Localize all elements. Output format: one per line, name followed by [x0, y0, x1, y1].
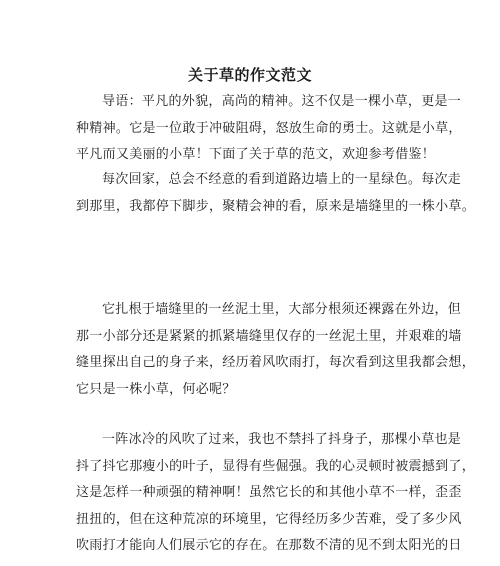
text-line: 一阵冰冷的风吹了过来，我也不禁抖了抖身子，那棵小草也是 — [102, 432, 462, 447]
paragraph-2 — [76, 167, 476, 220]
text-line: 缝里探出自己的身子来，经历着风吹雨打，每次看到这里我都会想， — [76, 355, 476, 370]
paragraph-intro — [76, 89, 462, 169]
paragraph-3 — [76, 297, 476, 403]
text-line: 吹雨打才能向人们展示它的存在。在那数不清的见不到太阳光的日 — [76, 538, 462, 553]
text-line: 每次回家，总会不经意的看到道路边墙上的一星绿色。每次走 — [102, 172, 462, 187]
text-line: 那一小部分还是紧紧的抓紧墙缝里仅存的一丝泥土里，并艰难的墙 — [76, 328, 462, 344]
text-line: 扭扭的，但在这种荒凉的环境里，它得经历多少苦难，受了多少风 — [76, 511, 462, 527]
text-line: 它扎根于墙缝里的一丝泥土里，大部分根须还裸露在外边，但 — [102, 302, 462, 317]
paragraph-4 — [76, 427, 476, 560]
document-title: 关于草的作文范文 — [187, 66, 312, 84]
text-line: 到那里，我都停下脚步，聚精会神的看，原来是墙缝里的一株小草。 — [76, 198, 476, 214]
text-line: 这是怎样一种顽强的精神啊！虽然它长的和其他小草不一样，歪歪 — [76, 485, 462, 500]
text-line: 抖了抖它那瘦小的叶子，显得有些倔强。我的心灵顿时被震撼到了， — [76, 458, 476, 474]
text-line: 平凡而又美丽的小草！下面了关于草的范文，欢迎参考借鉴！ — [76, 147, 436, 162]
text-line: 种精神。它是一位敢于冲破阻碍，怒放生命的勇士。这就是小草， — [76, 120, 462, 136]
text-line: 它只是一株小草，何必呢？ — [76, 381, 236, 397]
text-line: 导语：平凡的外貌，高尚的精神。这不仅是一棵小草，更是一 — [102, 94, 462, 109]
